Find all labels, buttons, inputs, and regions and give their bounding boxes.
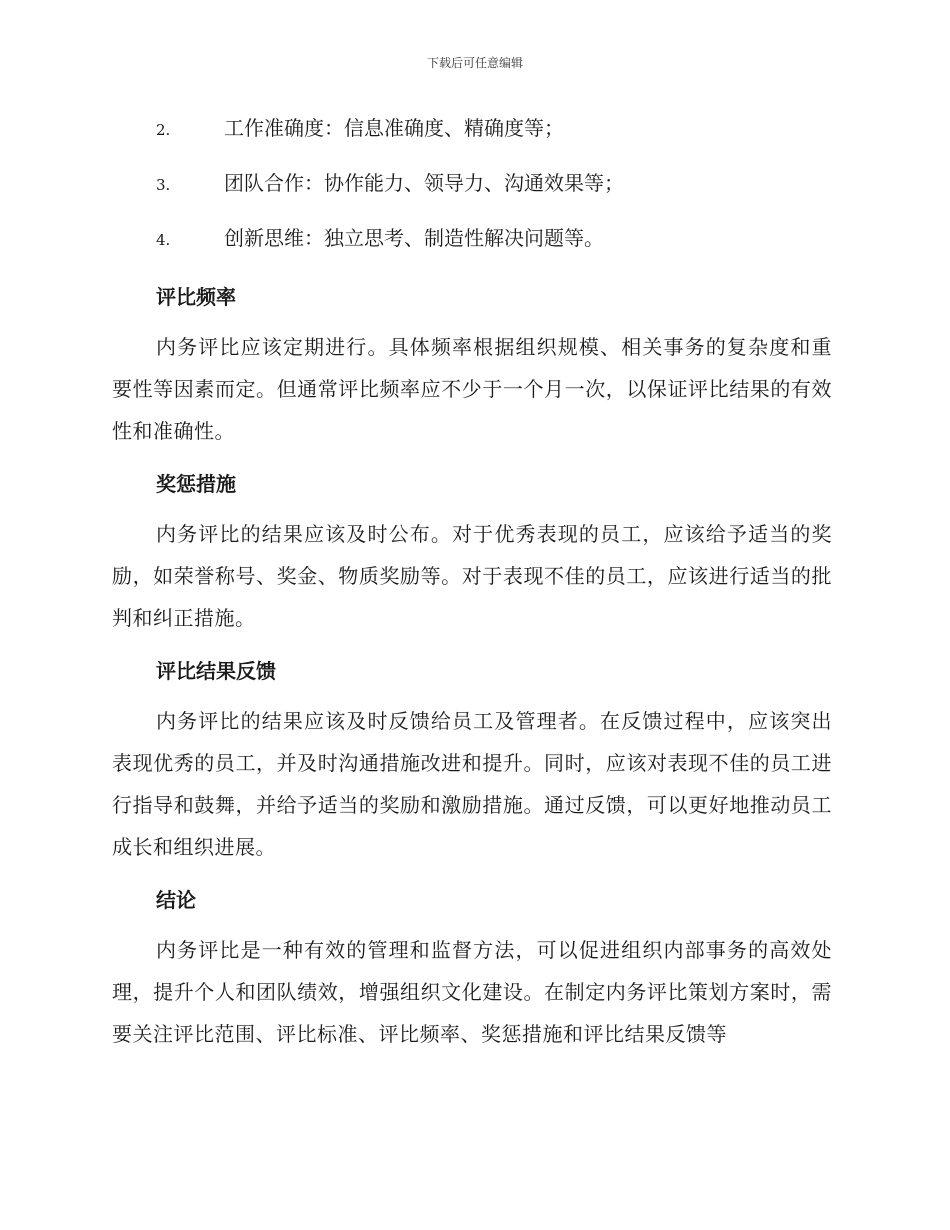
section-heading-conclusion: 结论 (156, 888, 196, 912)
list-text: 团队合作：协作能力、领导力、沟通效果等； (224, 171, 624, 195)
list-number: 3. (156, 176, 171, 194)
document-content (112, 112, 832, 1067)
section-body-frequency: 内务评比应该定期进行。具体频率根据组织规模、相关事务的复杂度和重要性等因素而定。但通常评比频率应不少于一个月一次，以保证评比结果的有效性和准确性。 (112, 335, 832, 443)
header-note: 下载后可任意编辑 (426, 56, 523, 70)
list-text: 创新思维：独立思考、制造性解决问题等。 (224, 226, 604, 250)
list-item (112, 167, 832, 222)
list-number: 2. (156, 121, 171, 139)
list-item (112, 222, 832, 277)
section-body-conclusion: 内务评比是一种有效的管理和监督方法，可以促进组织内部事务的高效处理，提升个人和团队绩效，增强组织文化建设。在制定内务评比策划方案时，需要关注评比范围、评比标准、评比频率、奖惩措施和评比结果反馈等 (112, 938, 832, 1046)
list-number: 4. (156, 231, 171, 249)
list-text: 工作准确度：信息准确度、精确度等； (224, 116, 564, 140)
section-heading-frequency: 评比频率 (156, 285, 236, 309)
section-body-rewards: 内务评比的结果应该及时公布。对于优秀表现的员工，应该给予适当的奖励，如荣誉称号、奖金、物质奖励等。对于表现不佳的员工，应该进行适当的批判和纠正措施。 (112, 522, 832, 630)
section-heading-feedback: 评比结果反馈 (156, 659, 276, 683)
list-item (112, 112, 832, 167)
section-heading-rewards: 奖惩措施 (156, 472, 236, 496)
section-body-feedback: 内务评比的结果应该及时反馈给员工及管理者。在反馈过程中，应该突出表现优秀的员工，并及时沟通措施改进和提升。同时，应该对表现不佳的员工进行指导和鼓舞，并给予适当的奖励和激励措施。通过反馈，可以更好地推动员工成长和组织进展。 (112, 709, 832, 859)
